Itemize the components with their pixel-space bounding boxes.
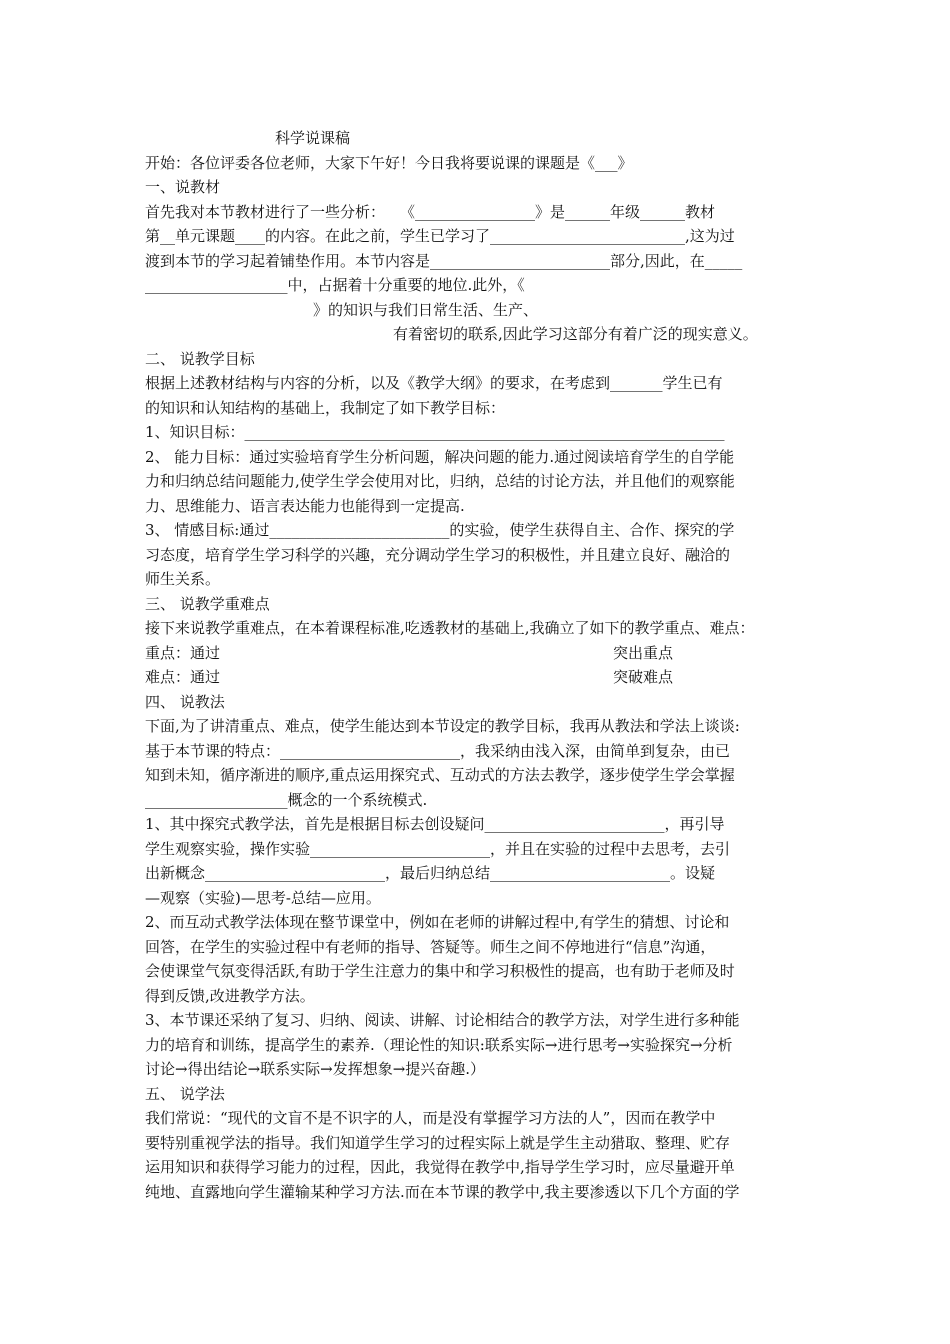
key-point-label: 重点：通过 (145, 643, 221, 662)
text-line: 1、知识目标：________________________________________________________________ (145, 423, 725, 441)
text-line: ___________________中，占据着十分重要的地位.此外，《 (145, 276, 525, 294)
text-line: 2、而互动式教学法体现在整节课堂中，例如在老师的讲解过程中,有学生的猜想、讨论和 (145, 913, 730, 931)
text-line: 3、 情感目标:通过________________________的实验，使学生获得自主、合作、探究的学 (145, 521, 735, 539)
difficult-point-result: 突破难点 (613, 668, 674, 686)
document-page (145, 126, 810, 1204)
text-line: 力的培育和训练，提高学生的素养.（理论性的知识:联系实际→进行思考→实验探究→分析 (145, 1035, 733, 1054)
text-line: 渡到本节的学习起着铺垫作用。本节内容是________________________部分,因此，在_____ (145, 251, 743, 270)
text-line: 习态度，培育学生学习科学的兴趣，充分调动学生学习的积极性，并且建立良好、融洽的 (145, 545, 731, 564)
text-line: 出新概念________________________，最后归纳总结________________________。设疑 (145, 864, 716, 882)
text-line: 我们常说：“现代的文盲不是不识字的人，而是没有掌握学习方法的人”，因而在教学中 (145, 1109, 716, 1127)
key-point-row (145, 641, 810, 666)
text-line: 基于本节课的特点：________________________，我采纳由浅入深，由简单到复杂，由已 (145, 741, 731, 760)
text-line: 运用知识和获得学习能力的过程，因此，我觉得在教学中,指导学生学习时，应尽量避开单 (145, 1158, 735, 1176)
text-line: 》的知识与我们日常生活、生产、 (313, 300, 539, 319)
text-line: 接下来说教学重难点，在本着课程标准,吃透教材的基础上,我确立了如下的教学重点、难点： (145, 619, 755, 637)
text-line: 力和归纳总结问题能力,使学生学会使用对比，归纳，总结的讨论方法，并且他们的观察能 (145, 472, 735, 490)
section-heading: 二、 说教学目标 (145, 349, 255, 368)
text-line: 首先我对本节教材进行了一些分析： 《________________》是______年级______教材 (145, 202, 716, 221)
text-line: 知到未知，循序渐进的顺序,重点运用探究式、互动式的方法去教学，逐步使学生学会掌握 (145, 766, 735, 784)
text-line: 力、思维能力、语言表达能力也能得到一定提高. (145, 496, 465, 515)
text-line: —观察（实验)—思考-总结—应用。 (145, 888, 381, 907)
text-line: 学生观察实验，操作实验________________________，并且在实验的过程中去思考，去引 (145, 839, 731, 858)
section-heading: 四、 说教法 (145, 692, 225, 711)
text-line: ___________________概念的一个系统模式. (145, 790, 428, 809)
text-line: 纯地、直露地向学生灌输某种学习方法.而在本节课的教学中,我主要渗透以下几个方面的学 (145, 1182, 740, 1201)
text-line: 开始：各位评委各位老师，大家下午好！今日我将要说课的课题是《___》 (145, 153, 633, 172)
section-heading: 五、 说学法 (145, 1084, 225, 1103)
text-line: 有着密切的联系,因此学习这部分有着广泛的现实意义。 (393, 325, 758, 343)
text-line: 回答，在学生的实验过程中有老师的指导、答疑等。师生之间不停地进行“信息”沟通， (145, 937, 716, 956)
text-line: 下面,为了讲清重点、难点，使学生能达到本节设定的教学目标，我再从教法和学法上谈谈: (145, 717, 740, 735)
difficult-point-label: 难点：通过 (145, 668, 221, 686)
text-line: 讨论→得出结论→联系实际→发挥想象→提兴奋趣.） (145, 1060, 486, 1078)
text-line: 的知识和认知结构的基础上，我制定了如下教学目标： (145, 398, 506, 417)
text-line: 根据上述教材结构与内容的分析，以及《教学大纲》的要求，在考虑到_______学生已有 (145, 374, 723, 392)
text-line: 第__单元课题____的内容。在此之前，学生已学习了__________________________,这为过 (145, 227, 735, 245)
text-line: 会使课堂气氛变得活跃,有助于学生注意力的集中和学习积极性的提高，也有助于老师及时 (145, 962, 735, 980)
text-line: 1、其中探究式教学法，首先是根据目标去创设疑问________________________，再引导 (145, 815, 725, 833)
text-line: 师生关系。 (145, 570, 221, 588)
difficult-point-row (145, 665, 810, 690)
text-line: 得到反馈,改进教学方法。 (145, 986, 315, 1005)
section-heading: 三、 说教学重难点 (145, 594, 270, 613)
key-point-result: 突出重点 (613, 643, 674, 662)
text-line: 3、本节课还采纳了复习、归纳、阅读、讲解、讨论相结合的教学方法，对学生进行多种能 (145, 1011, 740, 1029)
text-line: 2、 能力目标：通过实验培育学生分析问题，解决问题的能力.通过阅读培育学生的自学能 (145, 447, 735, 466)
text-line: 要特别重视学法的指导。我们知道学生学习的过程实际上就是学生主动猎取、整理、贮存 (145, 1133, 731, 1152)
document-title: 科学说课稿 (275, 129, 351, 147)
section-heading: 一、说教材 (145, 178, 221, 196)
